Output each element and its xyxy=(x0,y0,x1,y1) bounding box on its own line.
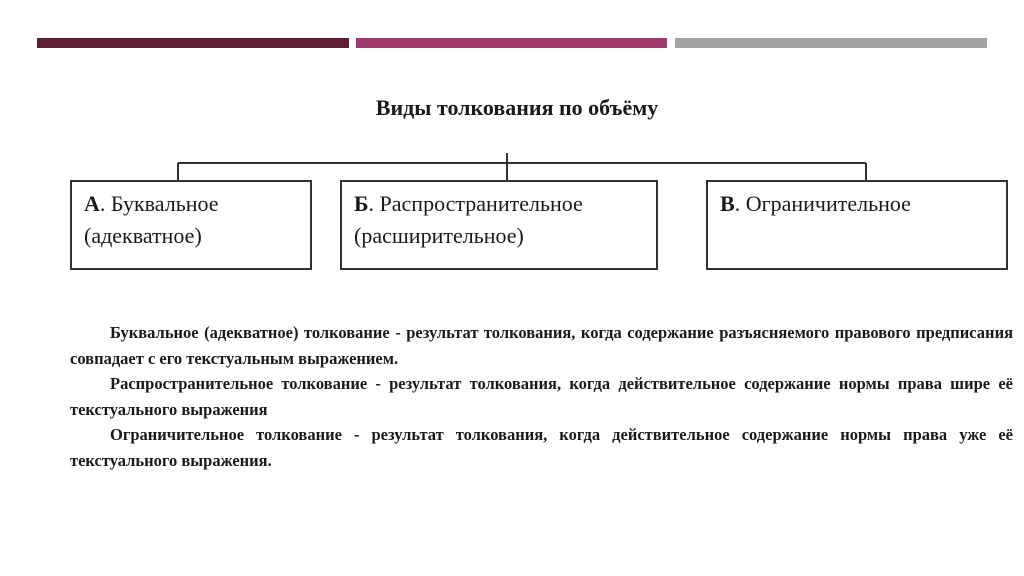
box-restrictive-label: . Ограничительное xyxy=(734,191,911,216)
box-restrictive xyxy=(706,180,1008,270)
box-restrictive-letter: В xyxy=(720,191,735,216)
definitions xyxy=(70,320,1013,473)
box-restrictive-line1 xyxy=(720,188,994,220)
box-literal-line1 xyxy=(84,188,298,220)
box-extensive-line1 xyxy=(354,188,644,220)
box-literal-letter: А xyxy=(84,191,100,216)
definition-literal: Буквальное (адекватное) толкование - результат толкования, когда содержание разъясняемого правового предписания совпадает с его текстуальным выражением. xyxy=(70,323,1013,368)
box-extensive-line2: (расширительное) xyxy=(354,223,524,248)
box-extensive xyxy=(340,180,658,270)
box-literal-line2: (адекватное) xyxy=(84,223,202,248)
box-extensive-label: . Распространительное xyxy=(368,191,583,216)
diagram-title: Виды толкования по объёму xyxy=(375,95,659,120)
box-literal-label: . Буквальное xyxy=(99,191,219,216)
definition-extensive: Распространительное толкование - результат толкования, когда действительное содержание нормы права шире её текстуального выражения xyxy=(70,374,1013,419)
definition-restrictive: Ограничительное толкование - результат толкования, когда действительное содержание нормы права уже её текстуального выражения. xyxy=(70,425,1013,470)
box-extensive-letter: Б xyxy=(354,191,369,216)
box-literal xyxy=(70,180,312,270)
